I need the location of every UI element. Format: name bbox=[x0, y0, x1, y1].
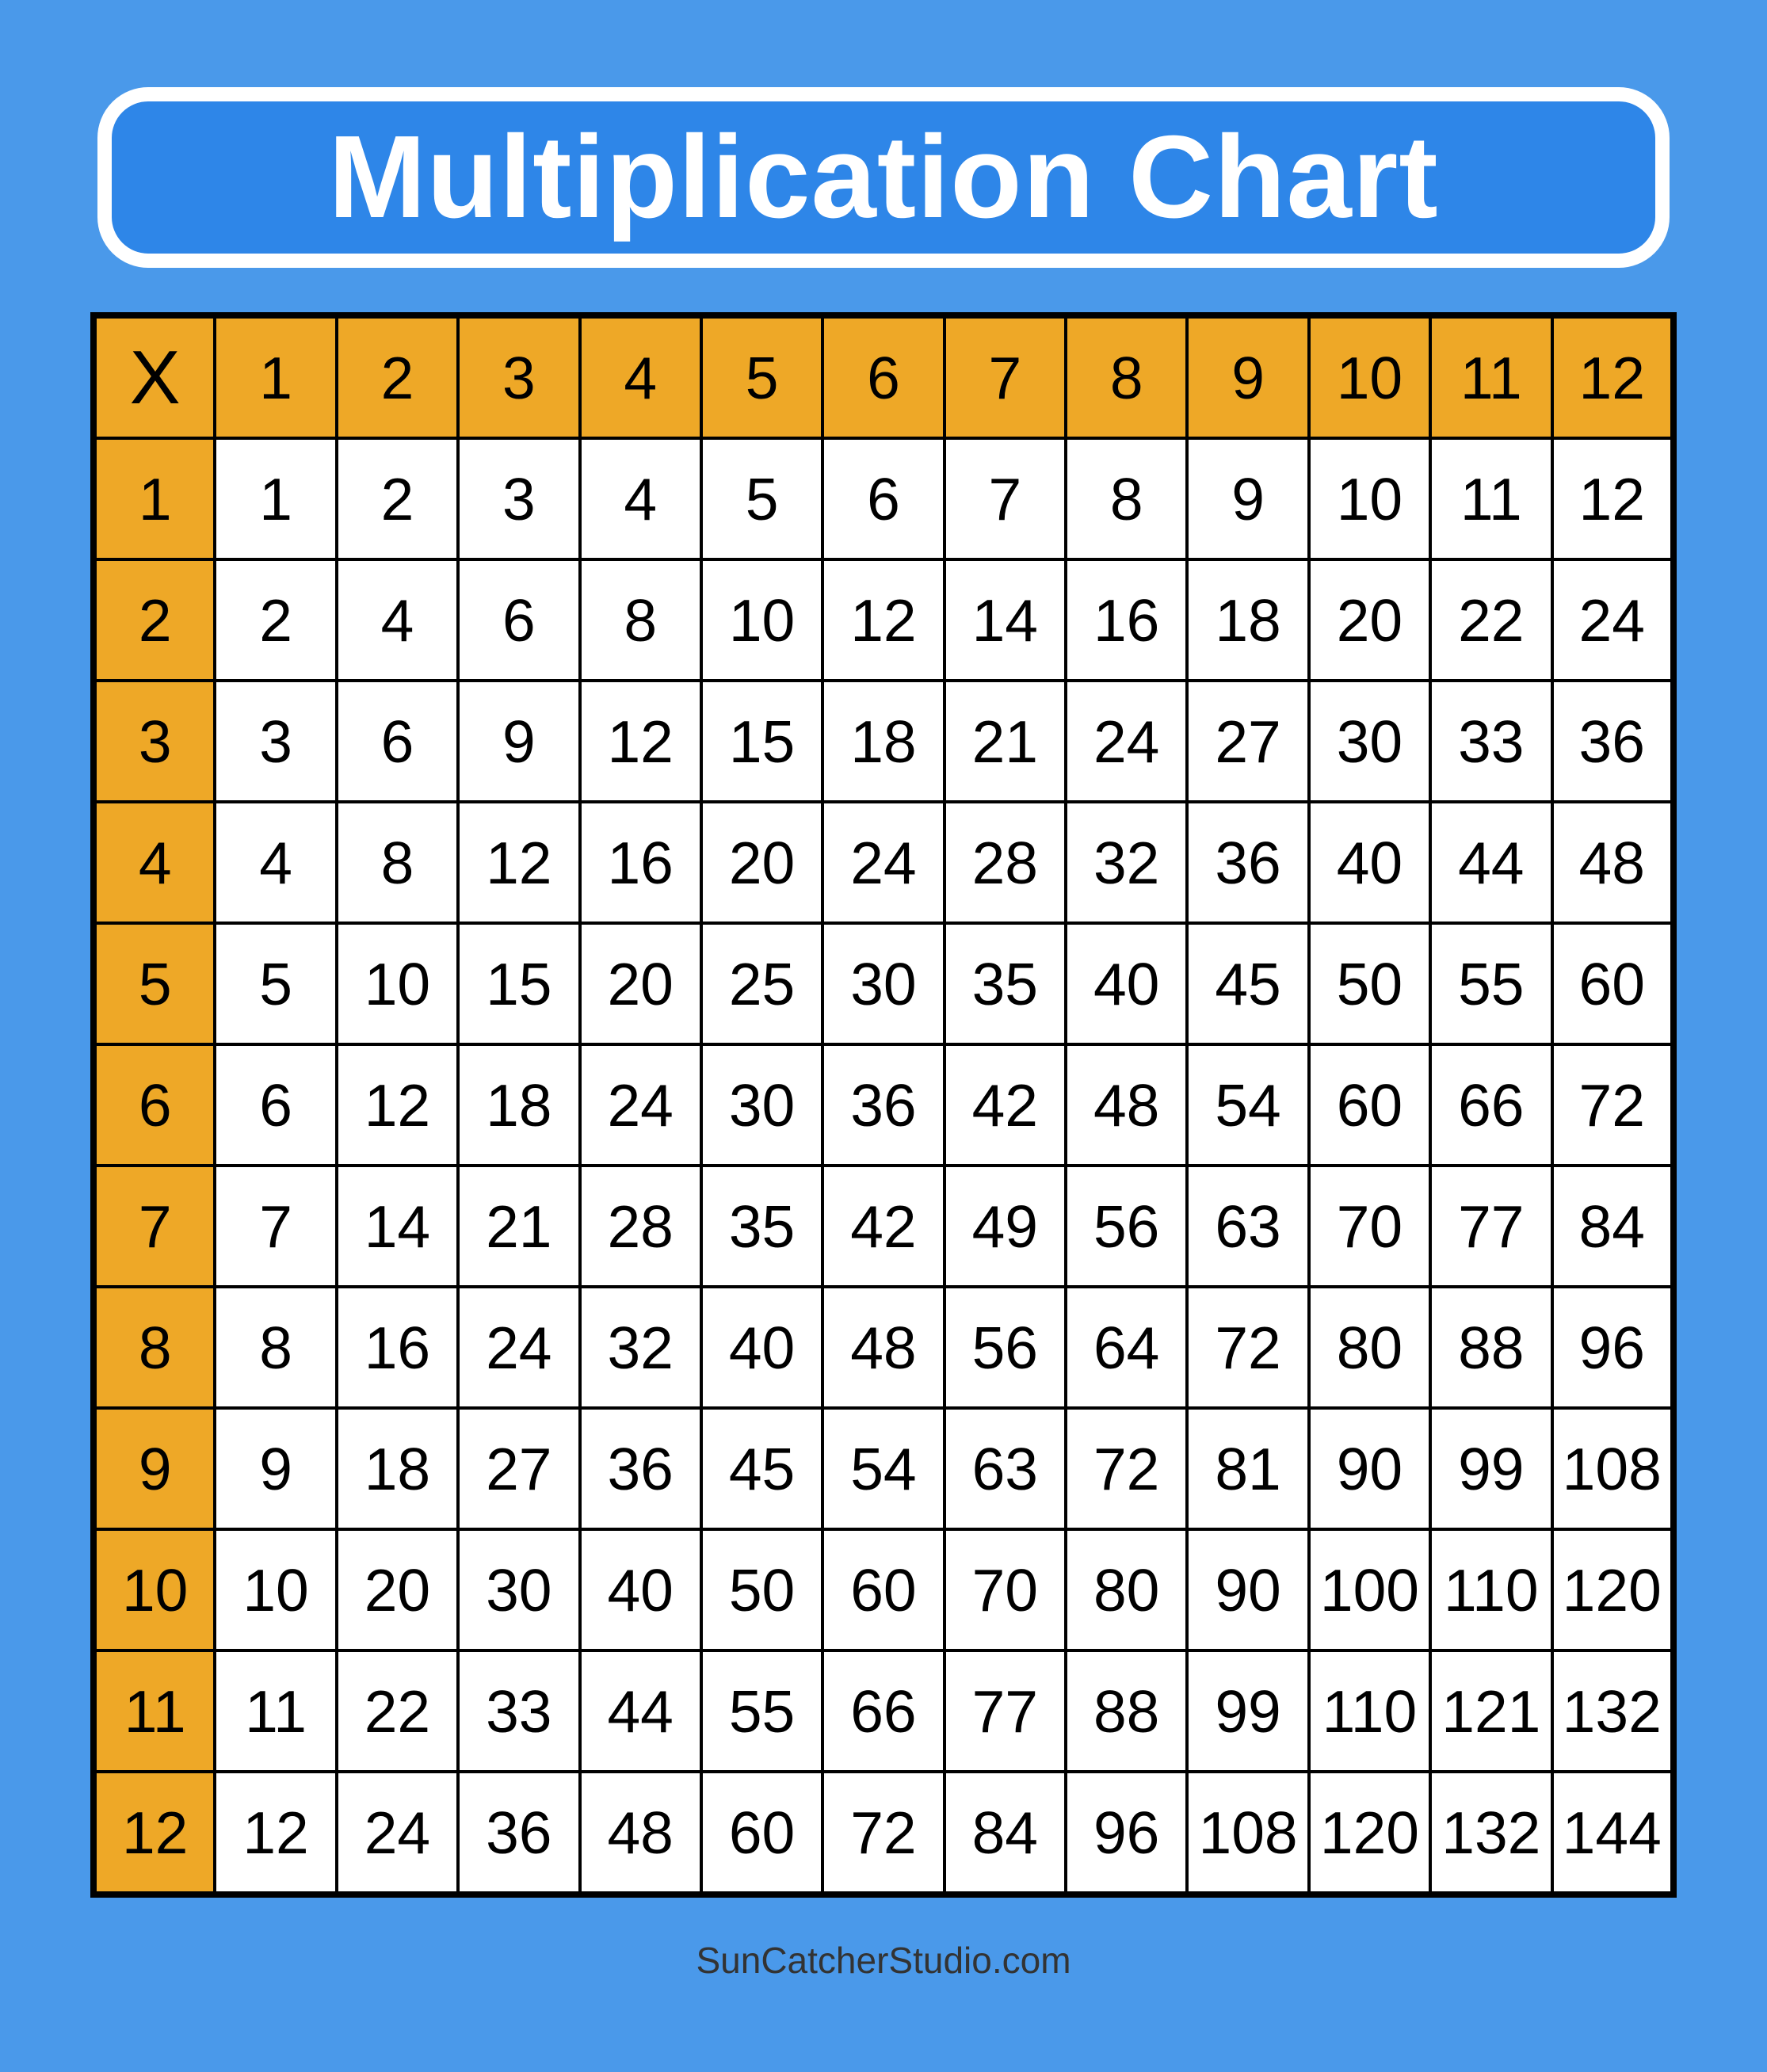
product-cell-6x12: 72 bbox=[1552, 1044, 1674, 1166]
product-cell-6x11: 66 bbox=[1430, 1044, 1551, 1166]
col-header-1: 1 bbox=[215, 315, 336, 438]
product-cell-5x1: 5 bbox=[215, 923, 336, 1044]
product-cell-12x1: 12 bbox=[215, 1772, 336, 1895]
product-cell-7x12: 84 bbox=[1552, 1166, 1674, 1287]
product-cell-4x5: 20 bbox=[701, 802, 822, 923]
row-header-10: 10 bbox=[94, 1529, 215, 1650]
table-row-8 bbox=[94, 1287, 1673, 1408]
product-cell-6x2: 12 bbox=[337, 1044, 458, 1166]
product-cell-10x2: 20 bbox=[337, 1529, 458, 1650]
product-cell-7x10: 70 bbox=[1309, 1166, 1430, 1287]
product-cell-2x11: 22 bbox=[1430, 559, 1551, 681]
product-cell-4x7: 28 bbox=[945, 802, 1066, 923]
product-cell-3x10: 30 bbox=[1309, 681, 1430, 802]
product-cell-9x2: 18 bbox=[337, 1408, 458, 1529]
product-cell-2x10: 20 bbox=[1309, 559, 1430, 681]
table-row-5 bbox=[94, 923, 1673, 1044]
product-cell-7x7: 49 bbox=[945, 1166, 1066, 1287]
col-header-4: 4 bbox=[580, 315, 701, 438]
page-title: Multiplication Chart bbox=[328, 112, 1439, 242]
product-cell-9x7: 63 bbox=[945, 1408, 1066, 1529]
product-cell-12x3: 36 bbox=[458, 1772, 579, 1895]
product-cell-4x12: 48 bbox=[1552, 802, 1674, 923]
row-header-1: 1 bbox=[94, 438, 215, 559]
row-header-3: 3 bbox=[94, 681, 215, 802]
product-cell-3x11: 33 bbox=[1430, 681, 1551, 802]
table-row-6 bbox=[94, 1044, 1673, 1166]
product-cell-5x12: 60 bbox=[1552, 923, 1674, 1044]
product-cell-8x4: 32 bbox=[580, 1287, 701, 1408]
product-cell-5x7: 35 bbox=[945, 923, 1066, 1044]
row-header-2: 2 bbox=[94, 559, 215, 681]
product-cell-5x8: 40 bbox=[1066, 923, 1187, 1044]
table-row-4 bbox=[94, 802, 1673, 923]
product-cell-11x3: 33 bbox=[458, 1650, 579, 1772]
product-cell-10x8: 80 bbox=[1066, 1529, 1187, 1650]
product-cell-5x10: 50 bbox=[1309, 923, 1430, 1044]
product-cell-11x12: 132 bbox=[1552, 1650, 1674, 1772]
product-cell-1x7: 7 bbox=[945, 438, 1066, 559]
product-cell-5x9: 45 bbox=[1187, 923, 1308, 1044]
product-cell-6x10: 60 bbox=[1309, 1044, 1430, 1166]
product-cell-3x8: 24 bbox=[1066, 681, 1187, 802]
product-cell-10x6: 60 bbox=[822, 1529, 944, 1650]
product-cell-3x9: 27 bbox=[1187, 681, 1308, 802]
product-cell-6x1: 6 bbox=[215, 1044, 336, 1166]
header-row bbox=[94, 315, 1673, 438]
product-cell-6x8: 48 bbox=[1066, 1044, 1187, 1166]
product-cell-9x9: 81 bbox=[1187, 1408, 1308, 1529]
table-row-7 bbox=[94, 1166, 1673, 1287]
table-row-11 bbox=[94, 1650, 1673, 1772]
product-cell-4x6: 24 bbox=[822, 802, 944, 923]
product-cell-9x4: 36 bbox=[580, 1408, 701, 1529]
product-cell-9x12: 108 bbox=[1552, 1408, 1674, 1529]
product-cell-8x8: 64 bbox=[1066, 1287, 1187, 1408]
product-cell-10x7: 70 bbox=[945, 1529, 1066, 1650]
product-cell-12x12: 144 bbox=[1552, 1772, 1674, 1895]
product-cell-12x5: 60 bbox=[701, 1772, 822, 1895]
product-cell-1x9: 9 bbox=[1187, 438, 1308, 559]
row-header-5: 5 bbox=[94, 923, 215, 1044]
product-cell-2x8: 16 bbox=[1066, 559, 1187, 681]
product-cell-8x10: 80 bbox=[1309, 1287, 1430, 1408]
product-cell-2x2: 4 bbox=[337, 559, 458, 681]
product-cell-7x9: 63 bbox=[1187, 1166, 1308, 1287]
product-cell-4x8: 32 bbox=[1066, 802, 1187, 923]
product-cell-8x3: 24 bbox=[458, 1287, 579, 1408]
product-cell-11x10: 110 bbox=[1309, 1650, 1430, 1772]
product-cell-1x10: 10 bbox=[1309, 438, 1430, 559]
col-header-8: 8 bbox=[1066, 315, 1187, 438]
product-cell-7x4: 28 bbox=[580, 1166, 701, 1287]
product-cell-3x4: 12 bbox=[580, 681, 701, 802]
product-cell-4x3: 12 bbox=[458, 802, 579, 923]
product-cell-3x6: 18 bbox=[822, 681, 944, 802]
product-cell-1x5: 5 bbox=[701, 438, 822, 559]
row-header-4: 4 bbox=[94, 802, 215, 923]
product-cell-11x4: 44 bbox=[580, 1650, 701, 1772]
product-cell-5x4: 20 bbox=[580, 923, 701, 1044]
product-cell-9x1: 9 bbox=[215, 1408, 336, 1529]
product-cell-4x2: 8 bbox=[337, 802, 458, 923]
table-row-3 bbox=[94, 681, 1673, 802]
product-cell-1x6: 6 bbox=[822, 438, 944, 559]
product-cell-3x2: 6 bbox=[337, 681, 458, 802]
corner-cell: X bbox=[94, 315, 215, 438]
product-cell-11x11: 121 bbox=[1430, 1650, 1551, 1772]
product-cell-2x6: 12 bbox=[822, 559, 944, 681]
product-cell-9x3: 27 bbox=[458, 1408, 579, 1529]
product-cell-1x11: 11 bbox=[1430, 438, 1551, 559]
table-header bbox=[94, 315, 1673, 438]
product-cell-9x8: 72 bbox=[1066, 1408, 1187, 1529]
product-cell-5x3: 15 bbox=[458, 923, 579, 1044]
table-row-1 bbox=[94, 438, 1673, 559]
col-header-12: 12 bbox=[1552, 315, 1674, 438]
product-cell-1x1: 1 bbox=[215, 438, 336, 559]
product-cell-11x7: 77 bbox=[945, 1650, 1066, 1772]
product-cell-10x10: 100 bbox=[1309, 1529, 1430, 1650]
product-cell-4x4: 16 bbox=[580, 802, 701, 923]
row-header-12: 12 bbox=[94, 1772, 215, 1895]
row-header-6: 6 bbox=[94, 1044, 215, 1166]
product-cell-7x2: 14 bbox=[337, 1166, 458, 1287]
row-header-8: 8 bbox=[94, 1287, 215, 1408]
product-cell-9x11: 99 bbox=[1430, 1408, 1551, 1529]
product-cell-12x6: 72 bbox=[822, 1772, 944, 1895]
product-cell-6x3: 18 bbox=[458, 1044, 579, 1166]
product-cell-2x9: 18 bbox=[1187, 559, 1308, 681]
product-cell-5x11: 55 bbox=[1430, 923, 1551, 1044]
product-cell-2x1: 2 bbox=[215, 559, 336, 681]
product-cell-10x12: 120 bbox=[1552, 1529, 1674, 1650]
col-header-5: 5 bbox=[701, 315, 822, 438]
product-cell-5x2: 10 bbox=[337, 923, 458, 1044]
product-cell-7x8: 56 bbox=[1066, 1166, 1187, 1287]
product-cell-2x5: 10 bbox=[701, 559, 822, 681]
title-banner bbox=[97, 87, 1670, 268]
product-cell-8x12: 96 bbox=[1552, 1287, 1674, 1408]
product-cell-7x11: 77 bbox=[1430, 1166, 1551, 1287]
product-cell-4x1: 4 bbox=[215, 802, 336, 923]
product-cell-1x12: 12 bbox=[1552, 438, 1674, 559]
product-cell-4x10: 40 bbox=[1309, 802, 1430, 923]
product-cell-6x5: 30 bbox=[701, 1044, 822, 1166]
col-header-10: 10 bbox=[1309, 315, 1430, 438]
product-cell-6x6: 36 bbox=[822, 1044, 944, 1166]
row-header-11: 11 bbox=[94, 1650, 215, 1772]
col-header-3: 3 bbox=[458, 315, 579, 438]
product-cell-7x5: 35 bbox=[701, 1166, 822, 1287]
table-row-9 bbox=[94, 1408, 1673, 1529]
row-header-7: 7 bbox=[94, 1166, 215, 1287]
product-cell-1x3: 3 bbox=[458, 438, 579, 559]
product-cell-7x1: 7 bbox=[215, 1166, 336, 1287]
col-header-11: 11 bbox=[1430, 315, 1551, 438]
product-cell-9x10: 90 bbox=[1309, 1408, 1430, 1529]
product-cell-8x11: 88 bbox=[1430, 1287, 1551, 1408]
product-cell-4x11: 44 bbox=[1430, 802, 1551, 923]
col-header-6: 6 bbox=[822, 315, 944, 438]
product-cell-1x2: 2 bbox=[337, 438, 458, 559]
product-cell-11x1: 11 bbox=[215, 1650, 336, 1772]
product-cell-10x1: 10 bbox=[215, 1529, 336, 1650]
col-header-7: 7 bbox=[945, 315, 1066, 438]
product-cell-12x11: 132 bbox=[1430, 1772, 1551, 1895]
product-cell-1x4: 4 bbox=[580, 438, 701, 559]
site-credit: SunCatcherStudio.com bbox=[696, 1940, 1071, 1981]
product-cell-8x5: 40 bbox=[701, 1287, 822, 1408]
product-cell-8x7: 56 bbox=[945, 1287, 1066, 1408]
product-cell-2x3: 6 bbox=[458, 559, 579, 681]
col-header-2: 2 bbox=[337, 315, 458, 438]
product-cell-2x12: 24 bbox=[1552, 559, 1674, 681]
product-cell-12x2: 24 bbox=[337, 1772, 458, 1895]
table-row-10 bbox=[94, 1529, 1673, 1650]
product-cell-10x4: 40 bbox=[580, 1529, 701, 1650]
product-cell-5x5: 25 bbox=[701, 923, 822, 1044]
product-cell-12x7: 84 bbox=[945, 1772, 1066, 1895]
product-cell-12x8: 96 bbox=[1066, 1772, 1187, 1895]
product-cell-6x4: 24 bbox=[580, 1044, 701, 1166]
col-header-9: 9 bbox=[1187, 315, 1308, 438]
product-cell-11x9: 99 bbox=[1187, 1650, 1308, 1772]
product-cell-12x10: 120 bbox=[1309, 1772, 1430, 1895]
table-row-2 bbox=[94, 559, 1673, 681]
product-cell-7x6: 42 bbox=[822, 1166, 944, 1287]
multiplication-table bbox=[90, 312, 1677, 1898]
table-row-12 bbox=[94, 1772, 1673, 1895]
product-cell-2x7: 14 bbox=[945, 559, 1066, 681]
product-cell-9x5: 45 bbox=[701, 1408, 822, 1529]
product-cell-12x4: 48 bbox=[580, 1772, 701, 1895]
product-cell-10x3: 30 bbox=[458, 1529, 579, 1650]
table-body bbox=[94, 438, 1673, 1895]
product-cell-6x7: 42 bbox=[945, 1044, 1066, 1166]
product-cell-2x4: 8 bbox=[580, 559, 701, 681]
product-cell-11x5: 55 bbox=[701, 1650, 822, 1772]
product-cell-8x1: 8 bbox=[215, 1287, 336, 1408]
product-cell-3x5: 15 bbox=[701, 681, 822, 802]
product-cell-8x9: 72 bbox=[1187, 1287, 1308, 1408]
product-cell-6x9: 54 bbox=[1187, 1044, 1308, 1166]
product-cell-4x9: 36 bbox=[1187, 802, 1308, 923]
product-cell-10x11: 110 bbox=[1430, 1529, 1551, 1650]
product-cell-3x3: 9 bbox=[458, 681, 579, 802]
product-cell-3x7: 21 bbox=[945, 681, 1066, 802]
product-cell-7x3: 21 bbox=[458, 1166, 579, 1287]
product-cell-10x5: 50 bbox=[701, 1529, 822, 1650]
product-cell-3x1: 3 bbox=[215, 681, 336, 802]
product-cell-10x9: 90 bbox=[1187, 1529, 1308, 1650]
product-cell-11x6: 66 bbox=[822, 1650, 944, 1772]
product-cell-11x2: 22 bbox=[337, 1650, 458, 1772]
product-cell-8x6: 48 bbox=[822, 1287, 944, 1408]
product-cell-3x12: 36 bbox=[1552, 681, 1674, 802]
product-cell-8x2: 16 bbox=[337, 1287, 458, 1408]
product-cell-12x9: 108 bbox=[1187, 1772, 1308, 1895]
product-cell-1x8: 8 bbox=[1066, 438, 1187, 559]
row-header-9: 9 bbox=[94, 1408, 215, 1529]
product-cell-11x8: 88 bbox=[1066, 1650, 1187, 1772]
product-cell-9x6: 54 bbox=[822, 1408, 944, 1529]
product-cell-5x6: 30 bbox=[822, 923, 944, 1044]
